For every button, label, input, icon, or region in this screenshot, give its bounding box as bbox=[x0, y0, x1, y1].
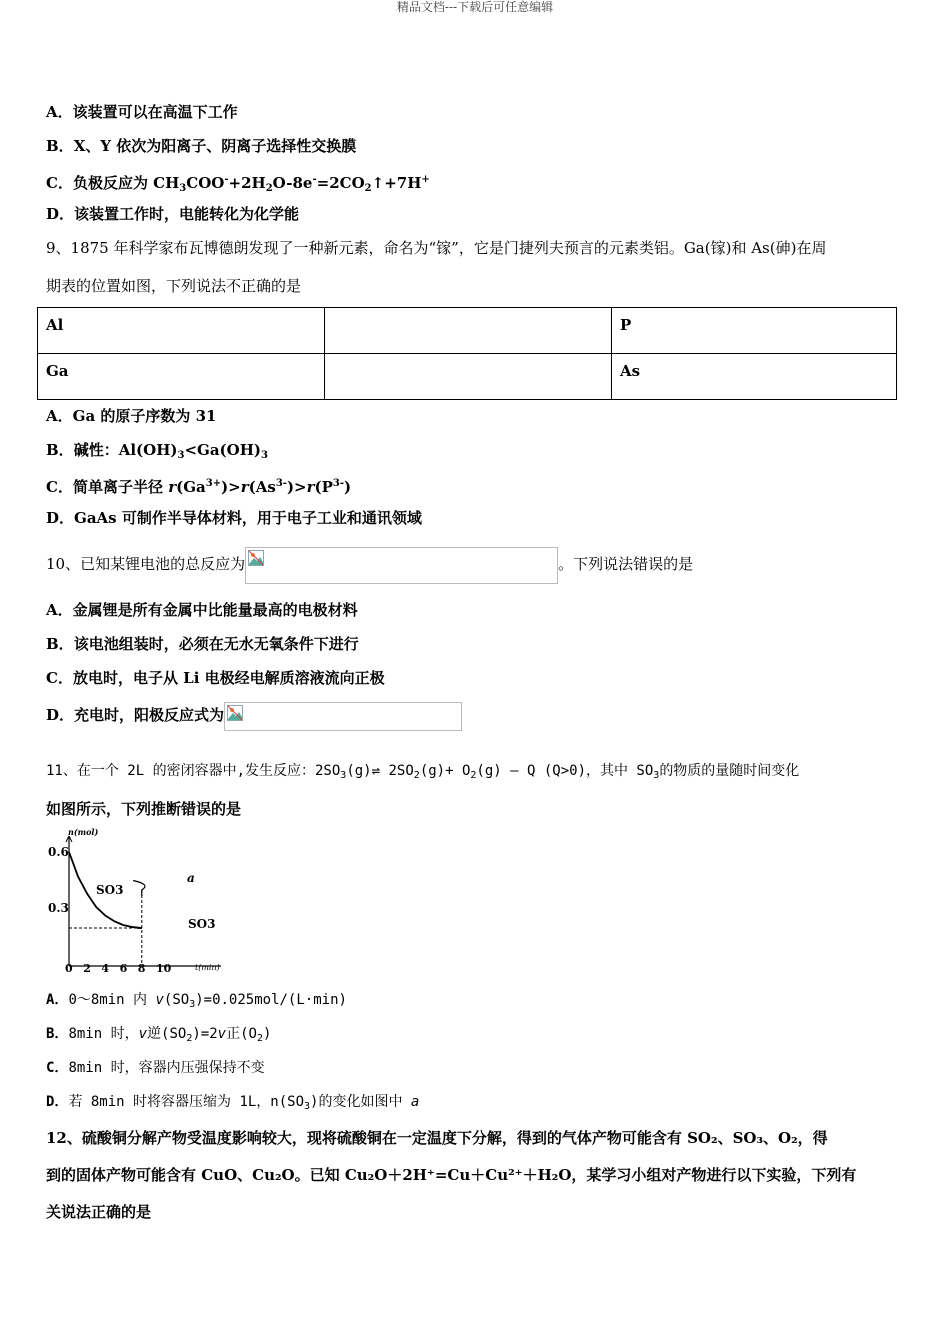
q8-option-b: B．X、Y 依次为阳离子、阴离子选择性交换膜 bbox=[46, 137, 357, 155]
q8-option-c: C．负极反应为 $CH_3COO^-+2H_2O-8e^-=2CO_2↑+7H^+$ bbox=[46, 174, 430, 194]
q9-option-c: C．简单离子半径 $r(Ga^{3+})>r(As^{3-})>r(P^{3-})$ bbox=[46, 478, 352, 496]
x-tick-label: 4 bbox=[101, 962, 110, 975]
q11-stem-line1: 11、在一个 2L 的密闭容器中,发生反应：$2SO_3(g)\rightleftharpoons$ $2SO_2(g)+ O_2(g)$ — Q (Q>0)，其中 $SO_3$的物质的量随时间变化 bbox=[46, 763, 800, 781]
so3-amount-chart bbox=[46, 826, 226, 976]
y-axis-label: n(mol) bbox=[68, 827, 99, 837]
table-cell: Al bbox=[38, 308, 325, 354]
y-tick-label: 0.6 bbox=[48, 845, 69, 859]
table-row bbox=[38, 308, 897, 354]
periodic-table-excerpt bbox=[37, 307, 897, 400]
flat-label-so3: SO3 bbox=[188, 917, 216, 931]
q11-stem-line2: 如图所示，下列推断错误的是 bbox=[46, 800, 242, 818]
series-line-a bbox=[133, 881, 145, 897]
q11-option-b: B．8min 时，v逆$(SO_2)=2v$正$(O_2)$ bbox=[46, 1026, 272, 1044]
x-axis-label: t(min) bbox=[195, 963, 220, 972]
q12-stem-line1: 12、硫酸铜分解产物受温度影响较大，现将硫酸铜在一定温度下分解，得到的气体产物可能含有 SO₂、SO₃、O₂，得 bbox=[46, 1129, 828, 1147]
q8-option-d: D．该装置工作时，电能转化为化学能 bbox=[46, 205, 300, 223]
table-cell: P bbox=[612, 308, 897, 354]
q9-option-b: B．碱性：$Al(OH)_3<Ga(OH)_3$ bbox=[46, 441, 268, 461]
q11-option-a: A．0～8min 内 $v(SO_3)=0.025mol/(L\cdot\min)$ bbox=[46, 992, 347, 1010]
q10-option-b: B．该电池组装时，必须在无水无氧条件下进行 bbox=[46, 635, 359, 653]
q10-option-d: D．充电时，阳极反应式为 bbox=[46, 700, 462, 731]
q12-stem-line2: 到的固体产物可能含有 CuO、Cu₂O。已知 Cu₂O＋2H⁺=Cu＋Cu²⁺＋H₂O，某学习小组对产物进行以下实验，下列有 bbox=[46, 1166, 857, 1184]
x-tick-label: 8 bbox=[137, 962, 146, 975]
broken-image-icon bbox=[245, 547, 558, 584]
q10-stem: 10、已知某锂电池的总反应为 。下列说法错误的是 bbox=[46, 545, 693, 584]
table-cell: As bbox=[612, 354, 897, 400]
table-cell bbox=[325, 354, 612, 400]
q10-option-c: C．放电时，电子从 Li 电极经电解质溶液流向正极 bbox=[46, 669, 385, 687]
q9-stem-line1: 9、1875 年科学家布瓦博德朗发现了一种新元素，命名为“镓”，它是门捷列夫预言的元素类铝。Ga(镓)和 As(砷)在周 bbox=[46, 239, 827, 257]
q9-option-a: A．Ga 的原子序数为 31 bbox=[46, 407, 217, 425]
x-tick-label: 6 bbox=[119, 962, 128, 975]
x-tick-label: 0 bbox=[65, 962, 73, 975]
table-cell: Ga bbox=[38, 354, 325, 400]
q11-option-c: C．8min 时，容器内压强保持不变 bbox=[46, 1060, 265, 1076]
table-row bbox=[38, 354, 897, 400]
q12-stem-line3: 关说法正确的是 bbox=[46, 1203, 152, 1221]
q9-option-d: D．GaAs 可制作半导体材料，用于电子工业和通讯领域 bbox=[46, 509, 422, 527]
q8-option-a: A．该装置可以在高温下工作 bbox=[46, 103, 238, 121]
curve-label-a: a bbox=[187, 871, 195, 885]
page-header: 精品文档---下载后可任意编辑 bbox=[396, 0, 554, 14]
y-tick-label: 0.3 bbox=[48, 901, 69, 915]
curve-label-so3: SO3 bbox=[96, 883, 124, 897]
x-tick-label: 10 bbox=[156, 962, 172, 975]
broken-image-icon bbox=[224, 702, 462, 731]
q9-stem-line2: 期表的位置如图，下列说法不正确的是 bbox=[46, 277, 302, 295]
table-cell bbox=[325, 308, 612, 354]
x-tick-label: 2 bbox=[83, 962, 91, 975]
q10-option-a: A．金属锂是所有金属中比能量最高的电极材料 bbox=[46, 601, 358, 619]
q11-option-d: D．若 8min 时将容器压缩为 1L，$n(SO_3)$的变化如图中 a bbox=[46, 1094, 420, 1112]
